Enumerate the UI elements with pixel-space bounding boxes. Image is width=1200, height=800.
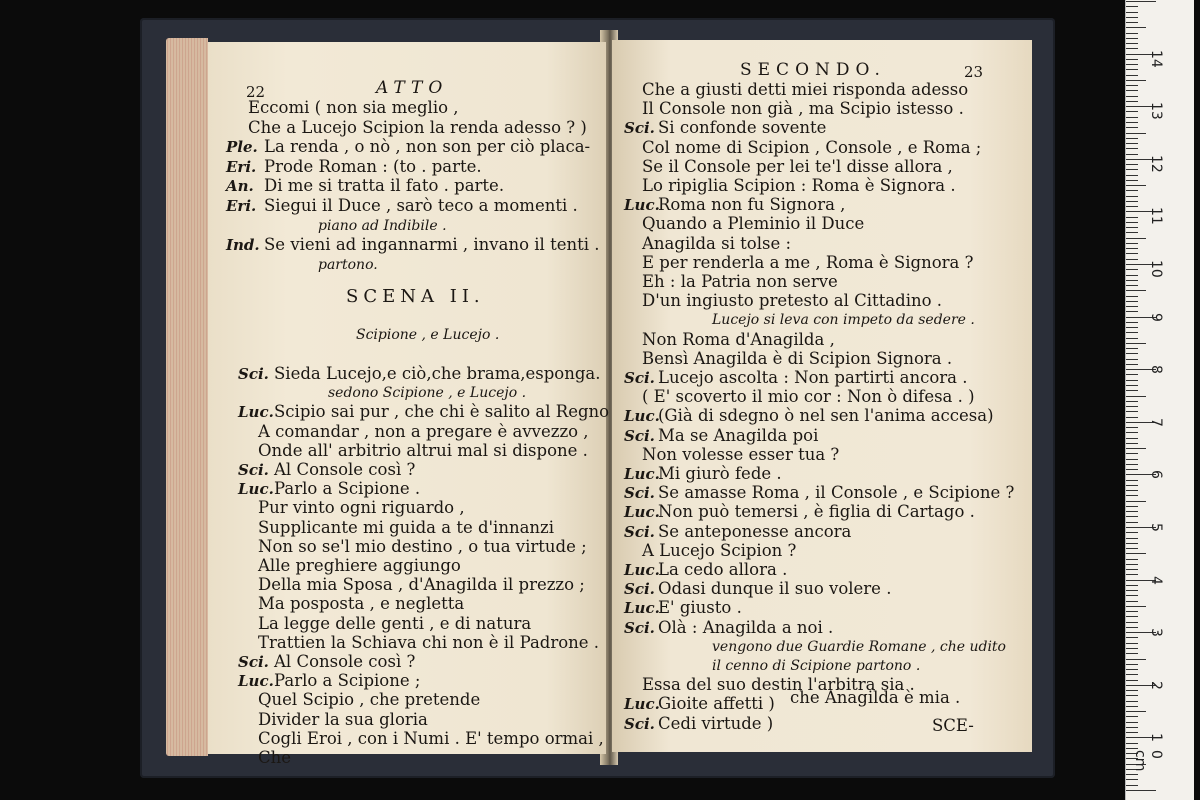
verse-text: Lucejo ascolta : Non partirti ancora .	[658, 368, 968, 387]
verse-text: Che a giusti detti miei risponda adesso	[642, 80, 969, 99]
speaker-label: Sci.	[624, 484, 655, 503]
stage-direction: sedono Scipione , e Lucejo .	[328, 385, 527, 402]
verse-text: Prode Roman : (to . parte.	[264, 156, 482, 176]
verse-text: Eccomi ( non sia meglio ,	[248, 98, 459, 117]
ruler-number: 12	[1148, 154, 1164, 173]
verse-text: Che a Lucejo Scipion la renda adesso ? )	[248, 117, 587, 137]
speaker-label: Sci.	[624, 119, 655, 138]
left-page	[208, 42, 610, 767]
scene-characters: Scipione , e Lucejo .	[356, 327, 500, 343]
speaker-label: Luc.	[624, 561, 660, 579]
ruler-number: 7	[1148, 417, 1164, 427]
verse-text: Si confonde sovente	[658, 118, 827, 138]
ruler-number: 3	[1148, 628, 1164, 638]
speaker-label: Sci.	[624, 426, 655, 445]
ruler-number: 8	[1148, 365, 1164, 375]
joined-line: che Anagilda è mia .	[790, 688, 961, 707]
ruler-number: 6	[1148, 470, 1164, 480]
verse-text: Non Roma d'Anagilda ,	[642, 329, 835, 349]
verse-text: Odasi dunque il suo volere .	[658, 579, 892, 599]
ruler-number: 14	[1148, 49, 1164, 68]
stage-direction: Lucejo si leva con impeto da sedere .	[712, 312, 975, 329]
verse-text: Al Console così ?	[274, 460, 416, 479]
speaker-label: Luc.	[238, 480, 274, 499]
speaker-label: Sci.	[624, 580, 655, 599]
ruler-number: 4	[1148, 575, 1164, 585]
verse-text: Sieda Lucejo,e ciò,che brama,esponga.	[274, 364, 601, 383]
verse-text: Se amasse Roma , il Console , e Scipione ?	[658, 483, 1015, 503]
page-number: 22	[246, 83, 266, 101]
speaker-label: Eri.	[226, 197, 257, 215]
verse-text: A comandar , non a pregare è avvezzo ,	[258, 421, 589, 441]
verse-text: Supplicante mi guida a te d'innanzi	[258, 517, 555, 537]
verse-text: Olà : Anagilda a noi .	[658, 617, 834, 637]
verse-text: Cedi virtude )	[658, 713, 774, 733]
speaker-label: Sci.	[624, 714, 655, 733]
ruler-unit-label: 0 cm	[1132, 750, 1164, 772]
speaker-label: Luc.	[624, 196, 660, 215]
speaker-label: Sci.	[624, 522, 655, 541]
verse-text: Eh : la Patria non serve	[642, 272, 838, 291]
running-head: ATTO	[376, 78, 449, 98]
stage-direction: partono.	[318, 256, 378, 273]
speaker-label: Sci.	[238, 653, 269, 671]
verse-text: (Già di sdegno ò nel sen l'anima accesa)	[658, 406, 994, 426]
verse-text: Anagilda si tolse :	[642, 233, 792, 253]
verse-text: Col nome di Scipion , Console , e Roma ;	[642, 137, 982, 157]
verse-text: La renda , o nò , non son per ciò placa-	[264, 137, 591, 157]
ruler-number: 1	[1148, 733, 1164, 743]
verse-text: Se il Console per lei te'l disse allora ,	[642, 156, 953, 176]
stage-direction: vengono due Guardie Romane , che udito	[712, 638, 1006, 655]
verse-text: Roma non fu Signora ,	[658, 195, 846, 215]
measuring-ruler	[1125, 0, 1194, 800]
verse-text: Trattien la Schiava chi non è il Padrone .	[258, 632, 600, 652]
verse-text: Ma se Anagilda poi	[658, 425, 819, 445]
scene-title: SCENA II.	[346, 286, 485, 307]
verse-text: Mi giurò fede .	[658, 464, 782, 483]
verse-text: Che	[258, 748, 292, 767]
speaker-label: Sci.	[624, 369, 655, 387]
catchword: SCE-	[932, 716, 974, 735]
verse-text: Lo ripiglia Scipion : Roma è Signora .	[642, 176, 956, 195]
verse-text: Della mia Sposa , d'Anagilda il prezzo ;	[258, 575, 585, 595]
verse-text: Non volesse esser tua ?	[642, 444, 840, 464]
verse-text: La cedo allora .	[658, 560, 788, 579]
verse-text: D'un ingiusto pretesto al Cittadino .	[642, 291, 943, 311]
verse-text: Scipio sai pur , che chi è salito al Regno	[274, 402, 610, 422]
verse-text: Gioite affetti )	[658, 694, 775, 714]
speaker-label: Luc.	[238, 672, 274, 691]
ruler-number: 5	[1148, 523, 1164, 532]
verse-text: Onde all' arbitrio altrui mal si dispone .	[258, 440, 588, 460]
speaker-label: Luc.	[624, 695, 660, 714]
verse-text: Parlo a Scipione .	[274, 479, 421, 499]
ruler-number: 10	[1148, 260, 1164, 278]
speaker-label: Ple.	[226, 138, 258, 157]
verse-text: Ma posposta , e negletta	[258, 594, 465, 614]
verse-text: Parlo a Scipione ;	[274, 671, 421, 691]
verse-text: Non può temersi , è figlia di Cartago .	[658, 502, 975, 522]
speaker-label: Luc.	[624, 503, 660, 522]
speaker-label: Sci.	[238, 461, 269, 479]
stage-direction: piano ad Indibile .	[318, 217, 447, 234]
verse-text: Quando a Pleminio il Duce	[642, 214, 865, 234]
speaker-label: An.	[226, 177, 254, 196]
verse-text: La legge delle genti , e di natura	[258, 613, 532, 633]
verse-text: Siegui il Duce , sarò teco a momenti .	[264, 196, 578, 215]
verse-text: Al Console così ?	[274, 652, 416, 671]
speaker-label: Luc.	[238, 403, 274, 422]
ruler-number: 11	[1148, 207, 1164, 226]
verse-text: Divider la sua gloria	[258, 709, 428, 729]
speaker-label: Sci.	[624, 618, 655, 637]
verse-text: Il Console non già , ma Scipio istesso .	[642, 99, 964, 119]
verse-text: Bensì Anagilda è di Scipion Signora .	[642, 348, 953, 368]
verse-text: Se vieni ad ingannarmi , invano il tenti .	[264, 235, 600, 255]
verse-text: Non so se'l mio destino , o tua virtude ;	[258, 536, 587, 556]
speaker-label: Ind.	[226, 236, 260, 255]
verse-text: Cogli Eroi , con i Numi . E' tempo ormai ,	[258, 728, 604, 748]
speaker-label: Luc.	[624, 407, 660, 426]
verse-text: Essa del suo destin l'arbitra sia .	[642, 675, 915, 695]
verse-text: Pur vinto ogni riguardo ,	[258, 498, 465, 518]
verse-text: Alle preghiere aggiungo	[258, 556, 461, 575]
speaker-label: Luc.	[624, 599, 660, 618]
page-edges	[166, 38, 208, 756]
verse-text: E' giusto .	[658, 598, 742, 618]
verse-text: Di me si tratta il fato . parte.	[264, 176, 505, 196]
verse-text: ( E' scoverto il mio cor : Non ò difesa . )	[642, 387, 975, 407]
verse-text: Se anteponesse ancora	[658, 521, 852, 541]
running-head: SECONDO.	[740, 60, 886, 80]
ruler-number: 13	[1148, 102, 1164, 121]
right-page	[612, 40, 1032, 752]
speaker-label: Luc.	[624, 465, 660, 483]
verse-text: E per renderla a me , Roma è Signora ?	[642, 252, 974, 272]
speaker-label: Eri.	[226, 157, 257, 176]
verse-text: Quel Scipio , che pretende	[258, 690, 481, 710]
speaker-label: Sci.	[238, 365, 269, 383]
verse-text: A Lucejo Scipion ?	[642, 540, 797, 560]
ruler-number: 9	[1148, 312, 1164, 322]
page-number: 23	[964, 63, 984, 81]
ruler-number: 2	[1148, 680, 1164, 690]
stage-direction: il cenno di Scipione partono .	[712, 658, 921, 674]
